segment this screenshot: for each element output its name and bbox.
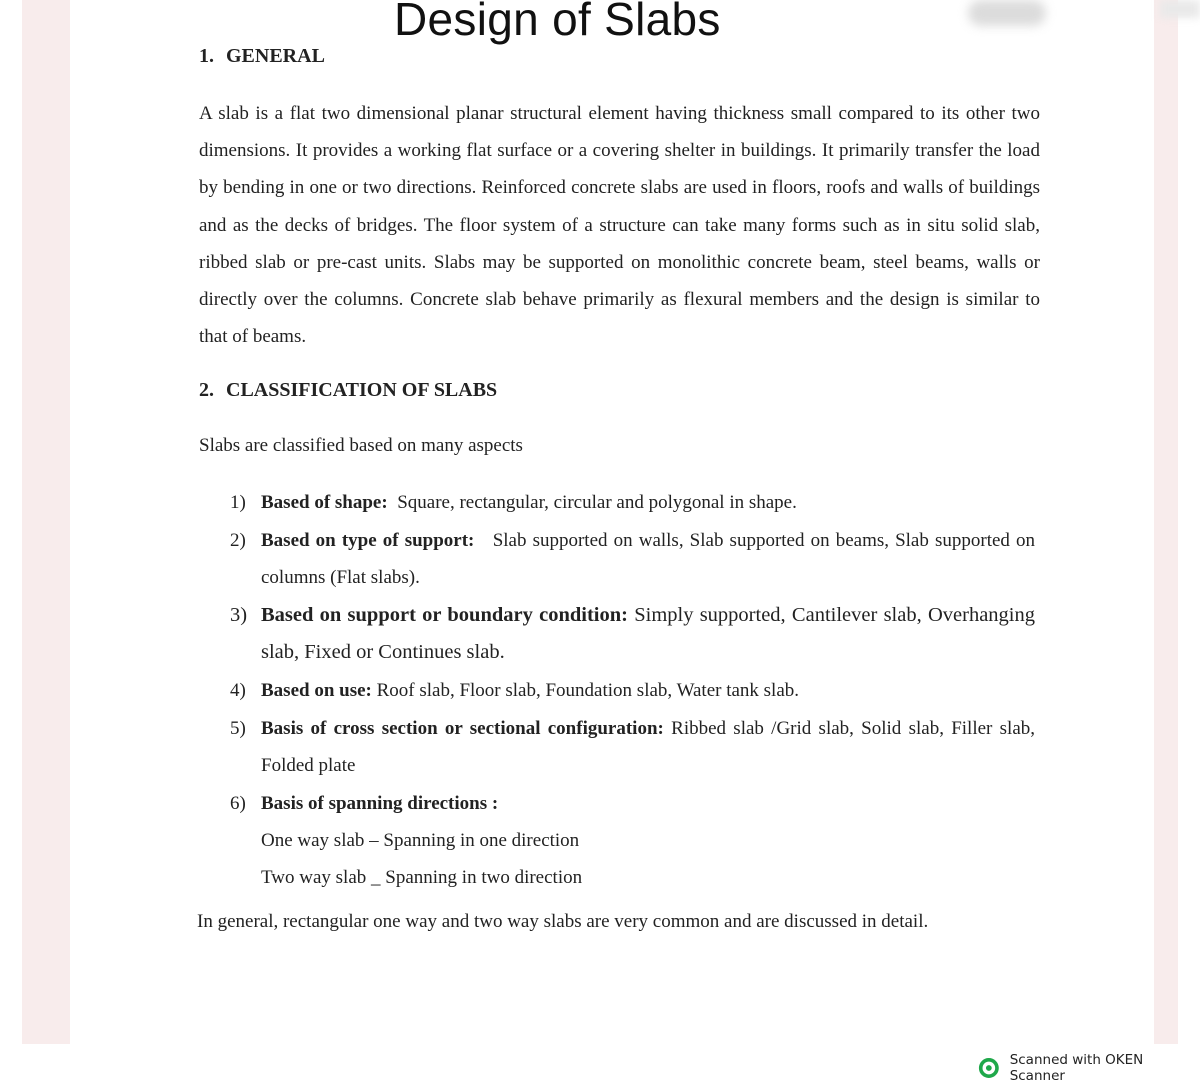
list-item [230, 710, 1035, 784]
list-item-line: Two way slab _ Spanning in two direction [261, 867, 583, 888]
page-right-margin [1154, 0, 1178, 1044]
list-item-label: Basis of spanning directions : [261, 793, 499, 814]
list-item-label: Based on type of support: [261, 530, 475, 551]
list-item [230, 597, 1035, 671]
list-item-label: Basis of cross section or sectional configuration: [261, 718, 664, 739]
list-item [230, 672, 1035, 709]
list-item-number: 4) [230, 680, 246, 701]
page-left-margin [22, 0, 70, 1044]
list-item-number: 1) [230, 492, 246, 513]
general-paragraph: A slab is a flat two dimensional planar structural element having thickness small compared to its other two dimensions. It provides a working flat surface or a covering shelter in buildings. It primarily transfer the load by bending in one or two directions. Reinforced concrete slabs are used in floors, roofs and walls of buildings and as the decks of bridges. The floor system of a structure can take many forms such as in situ solid slab, ribbed slab or pre-cast units. Slabs may be supported on monolithic concrete beam, steel beams, walls or directly over the columns. Concrete slab behave primarily as flexural members and the design is similar to that of beams. [199, 103, 1040, 348]
list-item-label: Based on use: [261, 680, 372, 701]
oken-scanner-logo-icon [978, 1057, 1000, 1079]
scanner-watermark [978, 1052, 1200, 1084]
list-item [230, 522, 1035, 596]
list-item-label: Based of shape: [261, 492, 388, 513]
closing-paragraph: In general, rectangular one way and two way slabs are very common and are discussed in detail. [197, 911, 929, 932]
section-heading-general [199, 45, 325, 68]
section-number: 2. [199, 379, 214, 401]
list-item-text: Ribbed slab /Grid slab, Solid slab, Filler slab, Folded plate [261, 718, 1036, 776]
list-item-number: 5) [230, 718, 246, 739]
list-item-text: Slab supported on walls, Slab supported on beams, Slab supported on columns (Flat slabs). [261, 530, 1036, 588]
list-item-line: One way slab – Spanning in one direction [261, 830, 580, 851]
list-item-number: 3) [230, 604, 248, 626]
page-title: Design of Slabs [394, 0, 721, 45]
section-title: GENERAL [226, 45, 325, 67]
list-item-label: Based on support or boundary condition: [261, 604, 628, 626]
list-item-text: Simply supported, Cantilever slab, Overhanging slab, Fixed or Continues slab. [261, 604, 1035, 663]
list-item-number: 2) [230, 530, 246, 551]
section-number: 1. [199, 45, 214, 67]
list-item-text: Roof slab, Floor slab, Foundation slab, Water tank slab. [376, 680, 800, 701]
blurred-area [968, 0, 1046, 26]
scanner-watermark-text: Scanned with OKEN Scanner [1009, 1052, 1144, 1084]
list-item-text: Square, rectangular, circular and polygonal in shape. [397, 492, 797, 513]
list-item-number: 6) [230, 793, 246, 814]
section-heading-classification [199, 379, 497, 402]
list-item [230, 785, 1035, 896]
classification-lead: Slabs are classified based on many aspects [199, 435, 523, 456]
section-title: CLASSIFICATION OF SLABS [226, 379, 498, 401]
classification-list [230, 484, 1035, 896]
list-item [230, 484, 1035, 521]
scan-shadow [1160, 0, 1200, 18]
